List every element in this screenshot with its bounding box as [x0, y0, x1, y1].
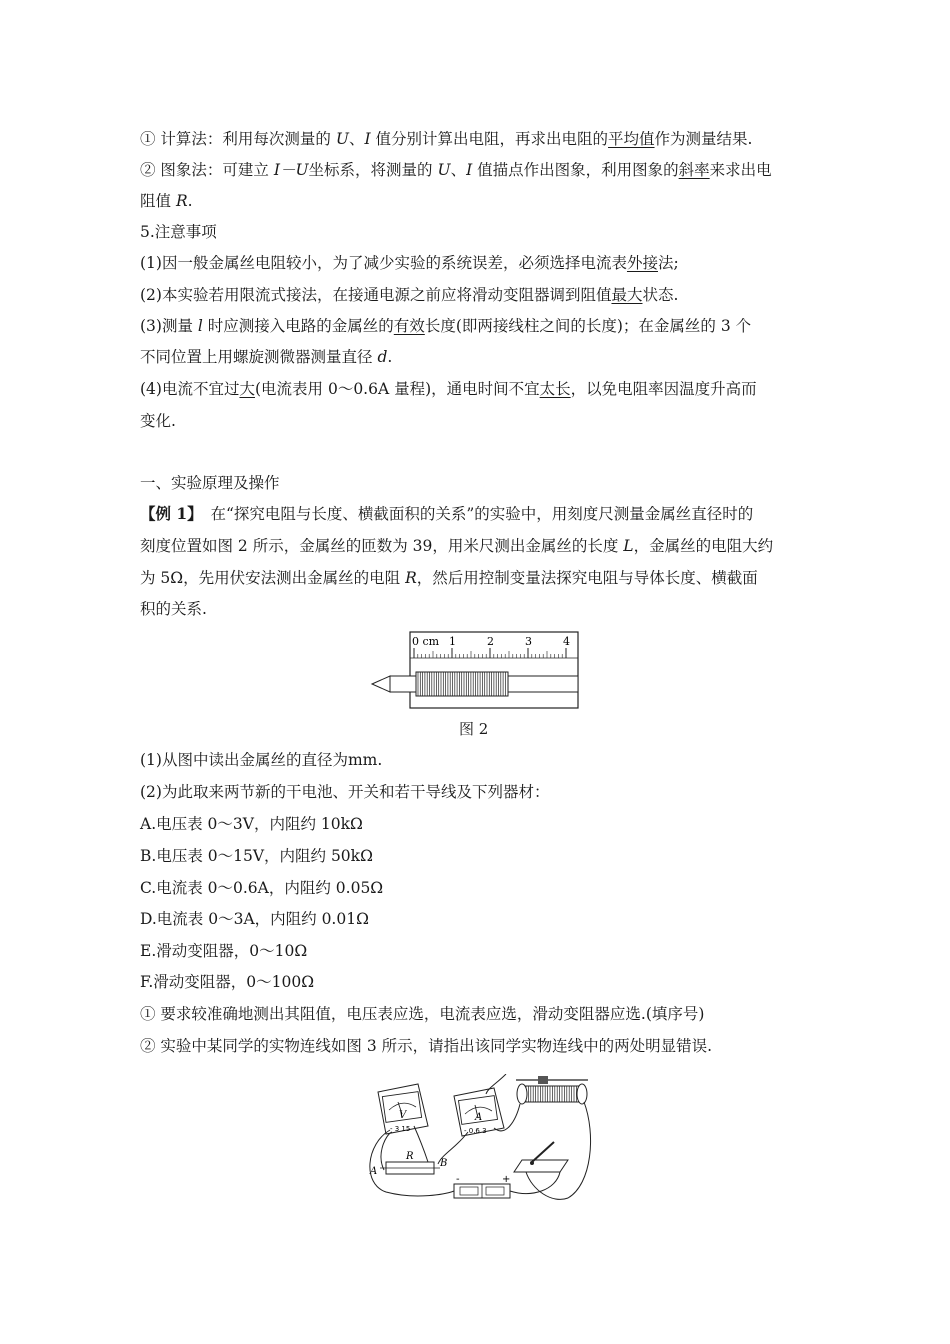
- note-3-cont: 不同位置上用螺旋测微器测量直径 d.: [140, 348, 393, 366]
- sub-question-2: ② 实验中某同学的实物连线如图 3 所示，请指出该同学实物连线中的两处明显错误.: [140, 1037, 713, 1055]
- option-b: B.电压表 0～15V，内阻约 50kΩ: [140, 847, 373, 865]
- voltmeter-label: V: [399, 1110, 407, 1121]
- figure-2-ruler: [368, 628, 584, 712]
- sub-question-1: ① 要求较准确地测出其阻值，电压表应选，电流表应选，滑动变阻器应选.(填序号): [140, 1005, 705, 1023]
- figure-3-circuit: [356, 1074, 602, 1204]
- ammeter: [454, 1088, 504, 1136]
- example-line-2: 刻度位置如图 2 所示，金属丝的匝数为 39，用米尺测出金属丝的长度 L，金属丝的电阻大约: [140, 537, 774, 555]
- ammeter-terminals: - 0.6 3: [464, 1127, 487, 1135]
- question-2: (2)为此取来两节新的干电池、开关和若干导线及下列器材：: [140, 783, 550, 801]
- ruler-label-1: 1: [449, 635, 456, 648]
- battery-plus: +: [502, 1174, 511, 1185]
- battery-pack: [454, 1174, 510, 1198]
- rheostat: [516, 1076, 588, 1104]
- option-f: F.滑动变阻器，0～100Ω: [140, 973, 315, 991]
- option-d: D.电流表 0～3A，内阻约 0.01Ω: [140, 910, 369, 928]
- ammeter-label: A: [475, 1112, 483, 1123]
- point-b-label: B: [440, 1158, 448, 1169]
- voltmeter: [378, 1084, 428, 1134]
- ruler-label-3: 3: [525, 635, 532, 648]
- example-line-4: 积的关系.: [140, 600, 207, 618]
- voltmeter-terminals: - 3 15: [390, 1125, 411, 1133]
- option-e: E.滑动变阻器，0～10Ω: [140, 942, 308, 960]
- resistor-label: R: [406, 1151, 414, 1162]
- option-a: A.电压表 0～3V，内阻约 10kΩ: [140, 815, 363, 833]
- ruler-label-4: 4: [563, 635, 570, 648]
- ruler-label-2: 2: [487, 635, 494, 648]
- note-2: (2)本实验若用限流式接法，在接通电源之前应将滑动变阻器调到阻值最大状态.: [140, 286, 679, 304]
- method-graph-cont: 阻值 R.: [140, 192, 193, 210]
- method-calculation: ① 计算法：利用每次测量的 U、I 值分别计算出电阻，再求出电阻的平均值作为测量结果.: [140, 130, 753, 148]
- note-3: (3)测量 l 时应测接入电路的金属丝的有效长度(即两接线柱之间的长度)；在金属丝的 3 个: [140, 317, 752, 335]
- method-graph: ② 图象法：可建立 I－U坐标系，将测量的 U、I 值描点作出图象，利用图象的斜率来求出电: [140, 161, 772, 179]
- example-line-1: 【例 1】 在“探究电阻与长度、横截面积的关系”的实验中，用刻度尺测量金属丝直径时的: [140, 504, 754, 523]
- ruler-label-0: 0 cm: [412, 635, 440, 648]
- point-a-label: A: [370, 1166, 378, 1177]
- example-tag: 【例 1】: [140, 504, 195, 523]
- note-4-cont: 变化.: [140, 412, 176, 430]
- pencil-tip: [372, 676, 390, 692]
- note-1: (1)因一般金属丝电阻较小，为了减少实验的系统误差，必须选择电流表外接法;: [140, 254, 679, 272]
- note-4: (4)电流不宜过大(电流表用 0～0.6A 量程)，通电时间不宜太长，以免电阻率因温度升高而: [140, 380, 757, 398]
- notes-heading: 5.注意事项: [140, 223, 217, 241]
- example-line-3: 为 5Ω，先用伏安法测出金属丝的电阻 R，然后用控制变量法探究电阻与导体长度、横截面: [140, 569, 758, 587]
- battery-minus: -: [456, 1174, 460, 1185]
- switch: [514, 1142, 568, 1172]
- section-title: 一、实验原理及操作: [140, 474, 280, 492]
- figure-2-caption: 图 2: [459, 720, 489, 738]
- option-c: C.电流表 0～0.6A，内阻约 0.05Ω: [140, 879, 384, 897]
- question-1: (1)从图中读出金属丝的直径为mm.: [140, 751, 383, 769]
